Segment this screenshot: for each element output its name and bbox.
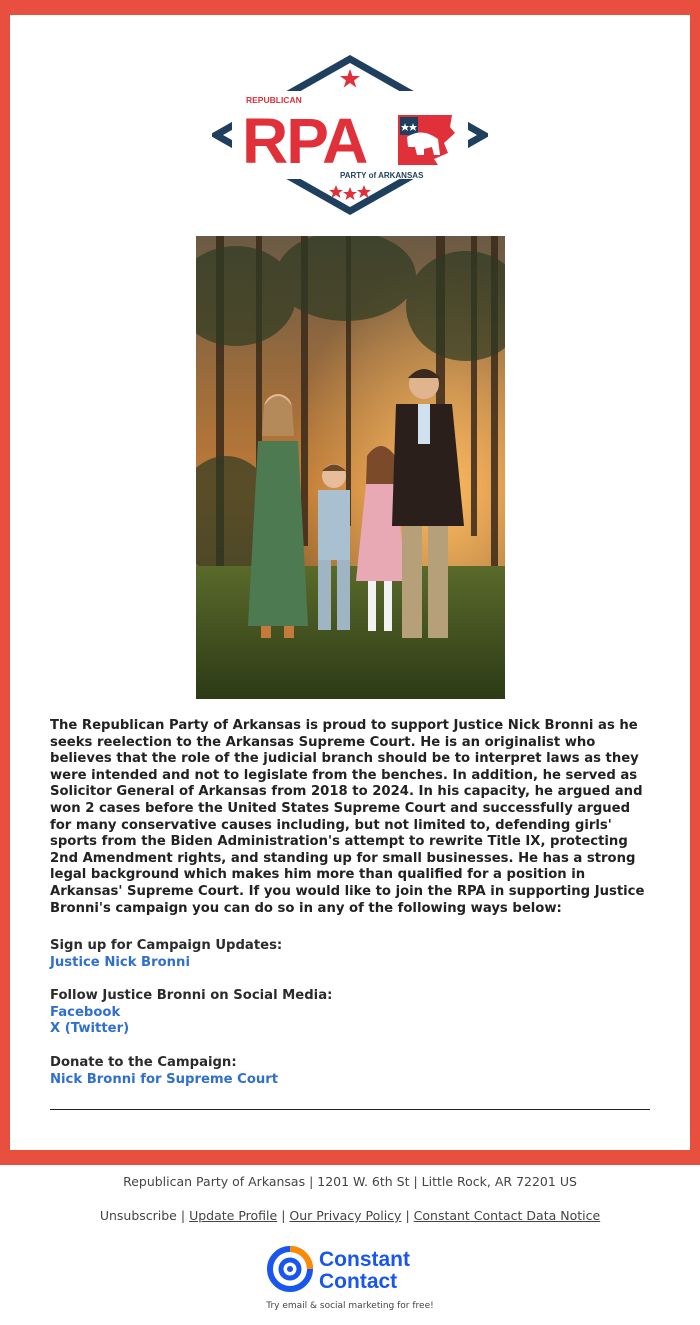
signup-heading: Sign up for Campaign Updates: [50, 938, 283, 953]
privacy-policy-link[interactable]: Our Privacy Policy [289, 1208, 402, 1223]
cc-line1: Constant [319, 1248, 410, 1271]
update-profile-link[interactable]: Update Profile [189, 1208, 278, 1223]
cc-line2: Contact [319, 1270, 398, 1293]
separator: | [180, 1208, 186, 1223]
social-section [50, 988, 332, 1038]
donate-link[interactable]: Nick Bronni for Supreme Court [50, 1071, 279, 1087]
body-paragraph: The Republican Party of Arkansas is proud to support Justice Nick Bronni as he seeks reelection to the Arkansas Supreme Court. He is an originalist who believes that the role of the judicial branch should be to interpret laws as they were intended and not to legislate from the benches. In addition, he served as Solicitor General of Arkansas from 2018 to 2024. In his capacity, he argued and won 2 cases before the United States Supreme Court and successfully argued for many conservative causes including, but not limited to, defending girls' sports from the Biden Administration's attempt to rewrite Title IX, protecting 2nd Amendment rights, and standing up for small businesses. He has a strong legal background which makes him more than qualified for a position in Arkansas' Supreme Court. If you would like to join the RPA in supporting Justice Bronni's campaign you can do so in any of the following ways below: [50, 718, 645, 916]
twitter-link[interactable]: X (Twitter) [50, 1021, 130, 1037]
cc-tagline[interactable]: Try email & social marketing for free! [266, 1301, 434, 1311]
signup-link[interactable]: Justice Nick Bronni [50, 954, 190, 970]
donate-section [50, 1055, 278, 1088]
footer-address: Republican Party of Arkansas | 1201 W. 6th St | Little Rock, AR 72201 US [123, 1174, 577, 1189]
separator: | [281, 1208, 286, 1223]
data-notice-link[interactable]: Constant Contact Data Notice [413, 1208, 601, 1223]
separator: | [405, 1208, 410, 1223]
unsubscribe-link[interactable]: Unsubscribe [99, 1208, 177, 1223]
logo-small-top: REPUBLICAN [246, 95, 302, 105]
donate-heading: Donate to the Campaign: [50, 1055, 237, 1070]
rpa-logo [212, 55, 488, 215]
logo-letters: RPA [242, 105, 367, 177]
facebook-link[interactable]: Facebook [50, 1004, 121, 1020]
logo-small-bottom: PARTY of ARKANSAS [340, 171, 424, 180]
divider [50, 1109, 650, 1110]
constant-contact-logo[interactable] [266, 1245, 436, 1293]
footer-links [0, 1208, 700, 1223]
signup-section [50, 938, 282, 971]
constant-contact-icon [270, 1249, 310, 1289]
social-heading: Follow Justice Bronni on Social Media: [50, 988, 333, 1003]
family-photo [196, 236, 505, 699]
